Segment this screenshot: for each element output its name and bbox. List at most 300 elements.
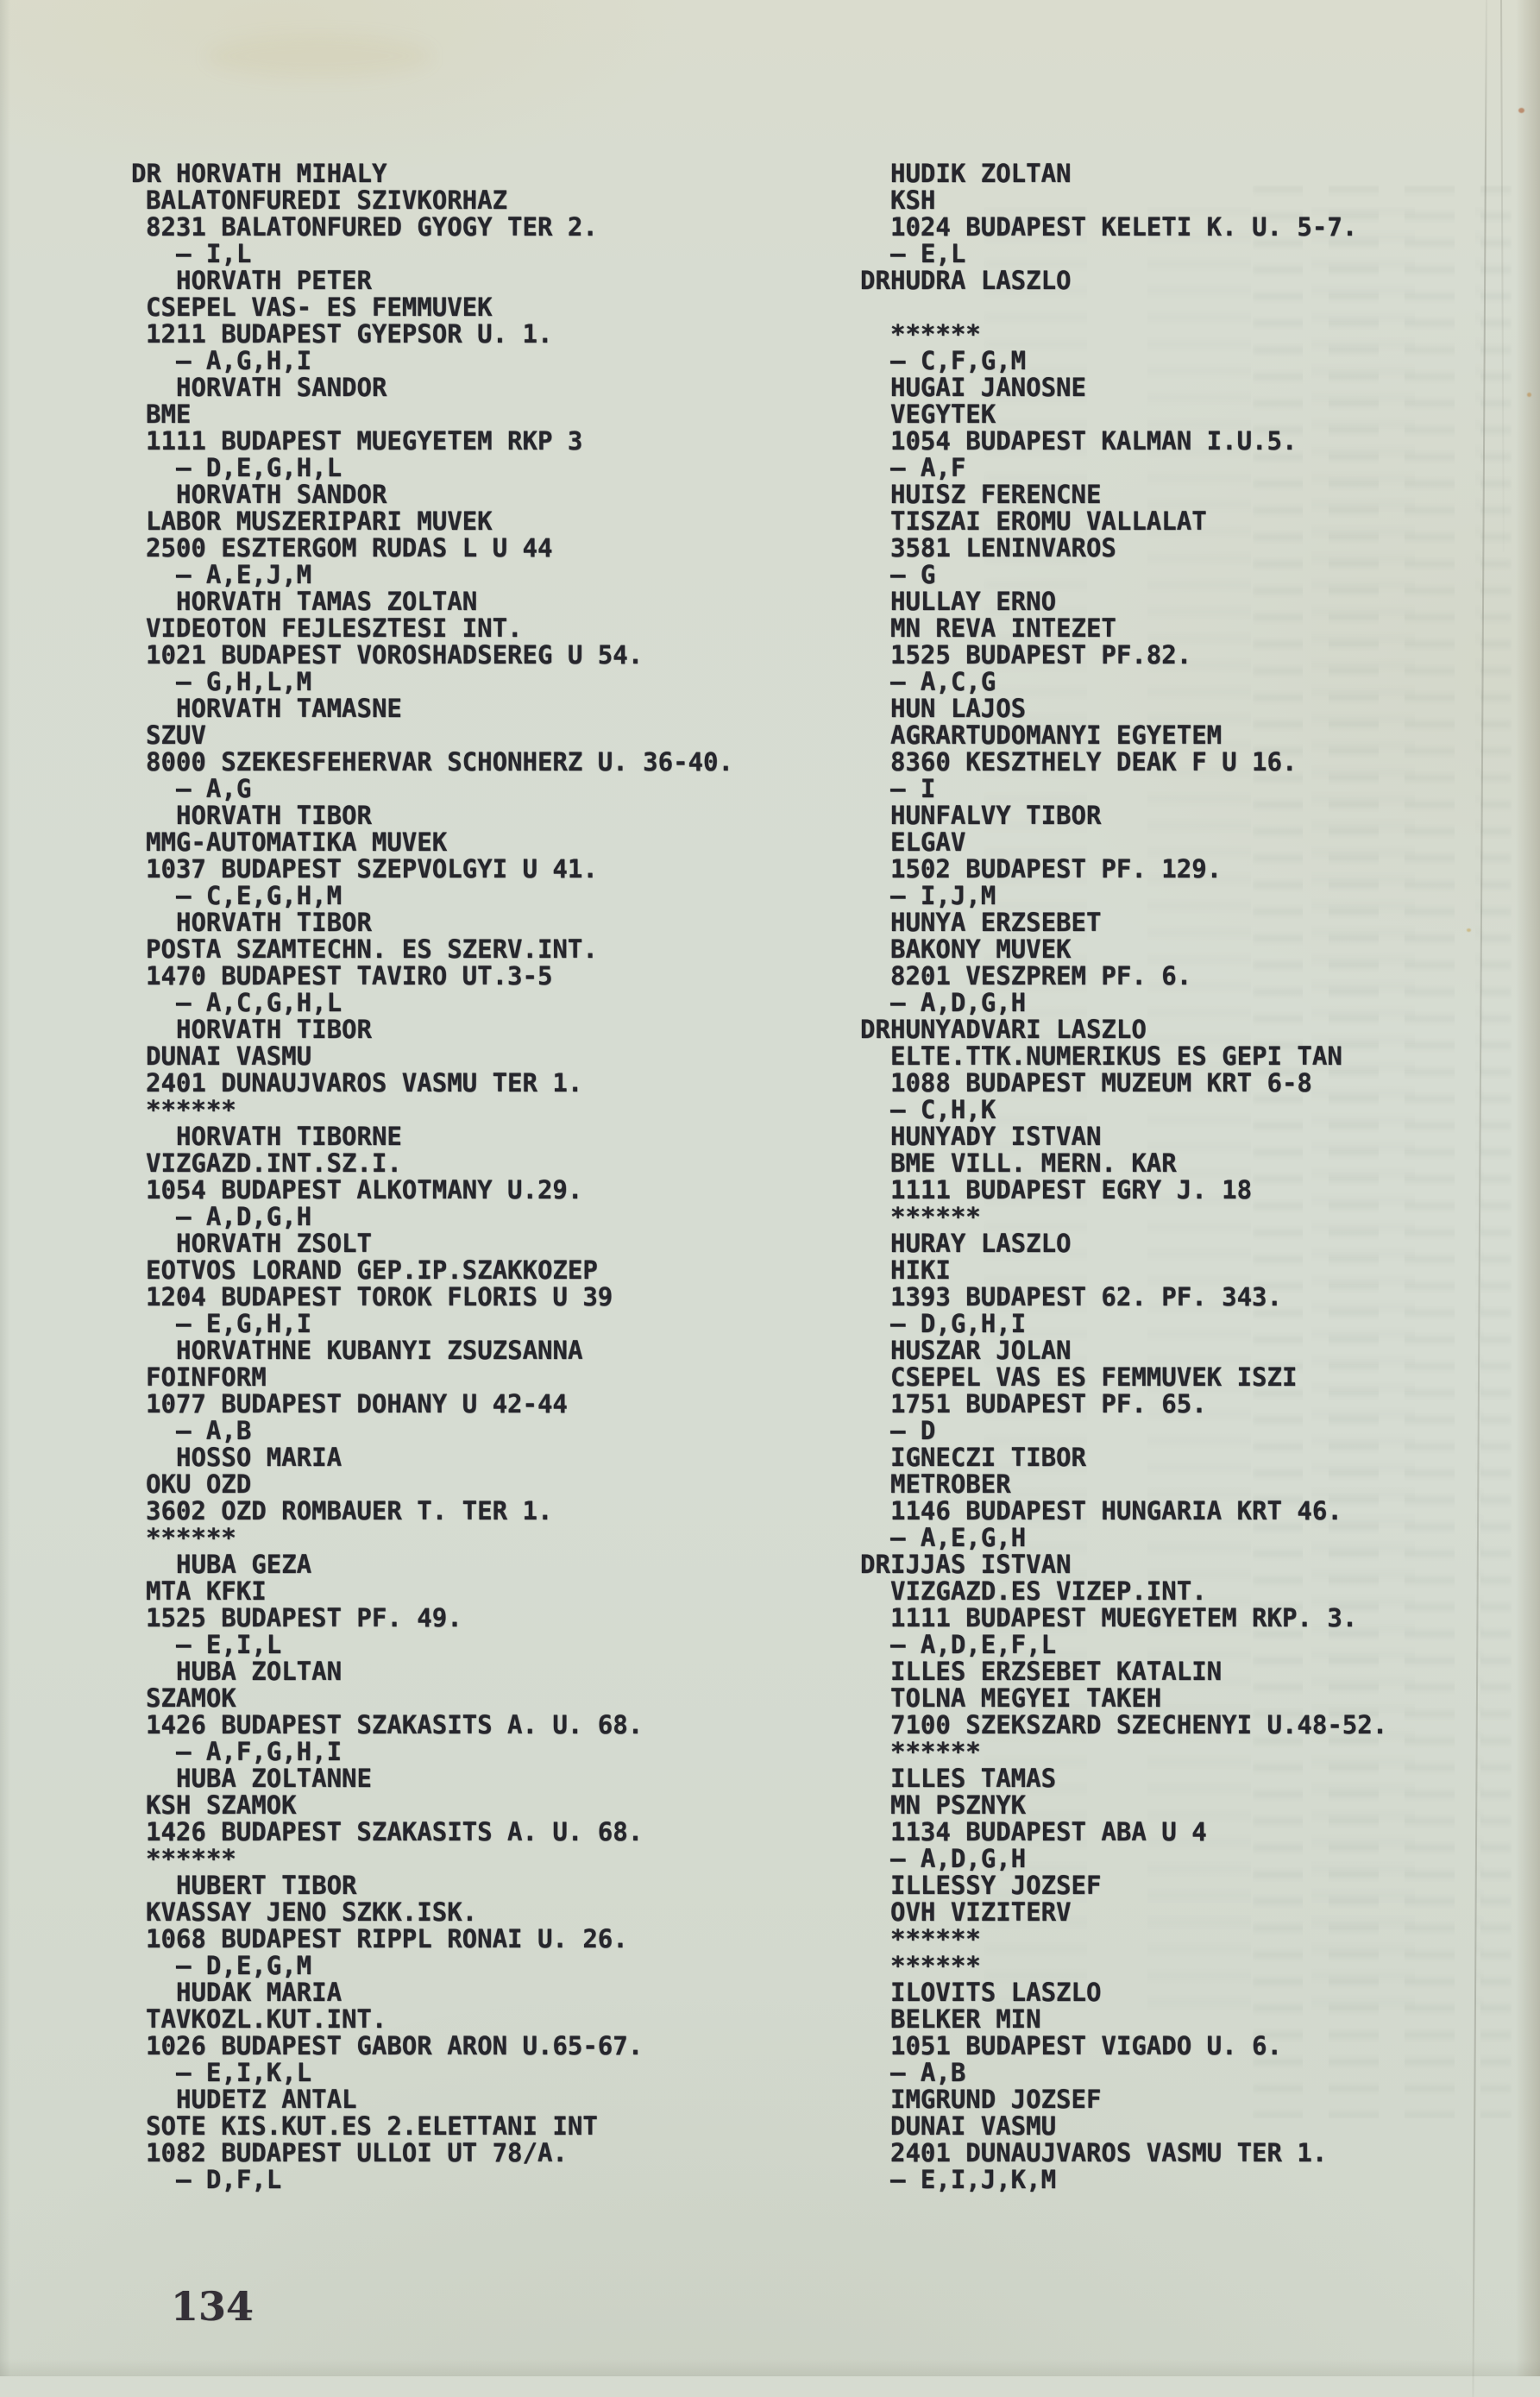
address-line: [131, 2140, 733, 2167]
person-name-line: [131, 1230, 733, 1257]
line-text: – I: [890, 774, 936, 803]
person-name-line: [131, 1444, 733, 1471]
line-text: HUDRA LASZLO: [890, 266, 1072, 295]
address-line: [131, 1177, 733, 1204]
category-codes-line: [131, 348, 733, 374]
person-name-line: [131, 1872, 733, 1899]
address-line: [860, 214, 1387, 241]
line-text: ******: [890, 1202, 981, 1231]
line-text: – D: [890, 1416, 936, 1445]
line-text: 1026 BUDAPEST GABOR ARON U.65-67.: [146, 2031, 644, 2060]
dr-title-prefix: DR: [860, 1015, 890, 1044]
category-codes-line: [860, 2060, 1387, 2086]
line-text: – A,B: [176, 1416, 252, 1445]
person-name-line: [860, 481, 1387, 508]
line-text: HUBA GEZA: [176, 1550, 312, 1579]
address-line: [860, 2140, 1387, 2167]
category-codes-line: [131, 241, 733, 267]
address-line: [131, 1070, 733, 1097]
dr-title-prefix: DR: [860, 1550, 890, 1579]
line-text: HUNYADVARI LASZLO: [890, 1015, 1147, 1044]
line-text: 8201 VESZPREM PF. 6.: [890, 961, 1192, 991]
line-text: ******: [146, 1844, 236, 1873]
line-text: 3602 OZD ROMBAUER T. TER 1.: [146, 1496, 553, 1526]
category-codes-line: [860, 562, 1387, 588]
line-text: ILLES TAMAS: [890, 1764, 1057, 1793]
line-text: – C,E,G,H,M: [176, 881, 343, 910]
organization-line: [860, 2006, 1387, 2033]
person-name-line: [860, 160, 1387, 187]
category-codes-line: [131, 2060, 733, 2086]
category-codes-line: [131, 990, 733, 1016]
organization-line: [860, 508, 1387, 535]
line-text: 8000 SZEKESFEHERVAR SCHONHERZ U. 36-40.: [146, 747, 733, 777]
address-line: [131, 1712, 733, 1739]
line-text: HORVATH PETER: [176, 266, 372, 295]
person-name-line: [131, 160, 733, 187]
page-edge-shadow: [1516, 0, 1540, 2376]
category-codes-line: [860, 1418, 1387, 1444]
organization-line: [131, 401, 733, 428]
organization-line: [131, 1257, 733, 1284]
line-text: – D,G,H,I: [890, 1309, 1027, 1338]
dr-title-prefix: DR: [131, 159, 161, 188]
line-text: ILLESSY JOZSEF: [890, 1871, 1102, 1900]
line-text: HORVATHNE KUBANYI ZSUZSANNA: [176, 1336, 583, 1365]
line-text: HORVATH MIHALY: [176, 159, 387, 188]
line-text: MN REVA INTEZET: [890, 613, 1116, 643]
category-codes-line: [131, 2167, 733, 2193]
line-text: BME: [146, 400, 192, 429]
address-line: [860, 1177, 1387, 1204]
organization-line: [131, 1043, 733, 1070]
entry-separator: [860, 1953, 1387, 1979]
line-text: HORVATH TAMAS ZOLTAN: [176, 587, 478, 616]
organization-line: [860, 1257, 1387, 1284]
line-text: 2401 DUNAUJVAROS VASMU TER 1.: [890, 2138, 1328, 2167]
person-name-line: [860, 1979, 1387, 2006]
person-name-line: [131, 2086, 733, 2113]
line-text: VIDEOTON FEJLESZTESI INT.: [146, 613, 523, 643]
organization-line: [860, 615, 1387, 642]
line-text: BME VILL. MERN. KAR: [890, 1148, 1177, 1178]
line-text: – A,G,H,I: [176, 346, 312, 375]
category-codes-line: [860, 241, 1387, 267]
line-text: 1111 BUDAPEST EGRY J. 18: [890, 1175, 1253, 1205]
person-name-line: [131, 588, 733, 615]
organization-line: [131, 1150, 733, 1177]
organization-line: [131, 294, 733, 321]
address-line: [131, 856, 733, 883]
line-text: BELKER MIN: [890, 2004, 1041, 2034]
line-text: – E,I,K,L: [176, 2058, 312, 2087]
entry-separator: [131, 1846, 733, 1872]
paper-stain: [207, 35, 431, 78]
blank-line: [860, 294, 1387, 321]
paper-speck: [1527, 393, 1531, 397]
line-text: TAVKOZL.KUT.INT.: [146, 2004, 387, 2034]
line-text: 1054 BUDAPEST ALKOTMANY U.29.: [146, 1175, 583, 1205]
address-line: [131, 1284, 733, 1311]
organization-line: [131, 1899, 733, 1926]
entry-separator: [860, 321, 1387, 348]
address-line: [131, 1926, 733, 1953]
line-text: 2500 ESZTERGOM RUDAS L U 44: [146, 533, 553, 563]
line-text: – A,C,G,H,L: [176, 988, 343, 1017]
line-text: POSTA SZAMTECHN. ES SZERV.INT.: [146, 934, 598, 964]
line-text: 1751 BUDAPEST PF. 65.: [890, 1389, 1207, 1419]
line-text: 3581 LENINVAROS: [890, 533, 1116, 563]
line-text: – A,E,G,H: [890, 1523, 1027, 1552]
category-codes-line: [860, 669, 1387, 695]
address-line: [131, 1605, 733, 1632]
paper-speck: [1518, 108, 1524, 113]
line-text: HUNYA ERZSEBET: [890, 908, 1102, 937]
line-text: HORVATH TIBORNE: [176, 1122, 402, 1151]
line-text: 1426 BUDAPEST SZAKASITS A. U. 68.: [146, 1817, 644, 1847]
address-line: [860, 535, 1387, 562]
line-text: DUNAI VASMU: [146, 1041, 312, 1071]
category-codes-line: [131, 669, 733, 695]
organization-line: [860, 1150, 1387, 1177]
person-name-line: [131, 1016, 733, 1043]
person-name-line: [131, 481, 733, 508]
category-codes-line: [860, 1311, 1387, 1337]
line-text: HURAY LASZLO: [890, 1229, 1072, 1258]
line-text: 1146 BUDAPEST HUNGARIA KRT 46.: [890, 1496, 1342, 1526]
category-codes-line: [860, 1097, 1387, 1123]
person-name-line: [860, 1551, 1387, 1578]
line-text: CSEPEL VAS- ES FEMMUVEK: [146, 293, 493, 322]
line-text: 7100 SZEKSZARD SZECHENYI U.48-52.: [890, 1710, 1388, 1740]
line-text: HUISZ FERENCNE: [890, 480, 1102, 509]
line-text: HOSSO MARIA: [176, 1443, 343, 1472]
organization-line: [131, 829, 733, 856]
line-text: HUDETZ ANTAL: [176, 2085, 357, 2114]
line-text: 1021 BUDAPEST VOROSHADSEREG U 54.: [146, 640, 644, 670]
organization-line: [860, 1364, 1387, 1391]
organization-line: [860, 2113, 1387, 2140]
line-text: VIZGAZD.INT.SZ.I.: [146, 1148, 402, 1178]
line-text: EOTVOS LORAND GEP.IP.SZAKKOZEP: [146, 1255, 598, 1285]
line-text: TISZAI EROMU VALLALAT: [890, 506, 1207, 536]
line-text: LABOR MUSZERIPARI MUVEK: [146, 506, 493, 536]
line-text: – A,D,G,H: [890, 988, 1027, 1017]
organization-line: [860, 1685, 1387, 1712]
person-name-line: [131, 1551, 733, 1578]
line-text: HORVATH SANDOR: [176, 480, 387, 509]
line-text: ******: [890, 1924, 981, 1953]
line-text: HORVATH TIBOR: [176, 908, 372, 937]
address-line: [860, 749, 1387, 776]
line-text: HUBERT TIBOR: [176, 1871, 357, 1900]
dr-title-prefix: DR: [860, 266, 890, 295]
line-text: AGRARTUDOMANYI EGYETEM: [890, 720, 1223, 750]
line-text: ******: [890, 1951, 981, 1980]
person-name-line: [131, 1658, 733, 1685]
line-text: 1088 BUDAPEST MUZEUM KRT 6-8: [890, 1068, 1312, 1098]
entry-separator: [860, 1926, 1387, 1953]
address-line: [860, 1070, 1387, 1097]
organization-line: [131, 1792, 733, 1819]
address-line: [860, 963, 1387, 990]
category-codes-line: [131, 1739, 733, 1765]
address-line: [860, 428, 1387, 455]
organization-line: [860, 1792, 1387, 1819]
line-text: – A,G: [176, 774, 252, 803]
paper-crease: [1500, 0, 1505, 552]
line-text: HUNFALVY TIBOR: [890, 801, 1102, 830]
line-text: HORVATH TIBOR: [176, 1015, 372, 1044]
line-text: DUNAI VASMU: [890, 2111, 1057, 2141]
line-text: – E,I,J,K,M: [890, 2165, 1057, 2194]
line-text: HORVATH ZSOLT: [176, 1229, 372, 1258]
line-text: IJJAS ISTVAN: [890, 1550, 1072, 1579]
line-text: ILLES ERZSEBET KATALIN: [890, 1657, 1223, 1686]
entry-separator: [860, 1204, 1387, 1230]
organization-line: [131, 936, 733, 963]
line-text: – A,D,G,H: [890, 1844, 1027, 1873]
line-text: KSH: [890, 186, 936, 215]
address-line: [860, 1498, 1387, 1525]
category-codes-line: [860, 1525, 1387, 1551]
person-name-line: [131, 1765, 733, 1792]
address-line: [860, 1284, 1387, 1311]
category-codes-line: [860, 1846, 1387, 1872]
line-text: METROBER: [890, 1469, 1011, 1499]
person-name-line: [860, 1337, 1387, 1364]
line-text: – A,F: [890, 453, 966, 482]
address-line: [131, 214, 733, 241]
organization-line: [131, 1685, 733, 1712]
address-line: [860, 1391, 1387, 1418]
category-codes-line: [131, 1632, 733, 1658]
person-name-line: [131, 695, 733, 722]
person-name-line: [860, 1765, 1387, 1792]
line-text: ELGAV: [890, 827, 966, 857]
line-text: 1111 BUDAPEST MUEGYETEM RKP 3: [146, 426, 583, 456]
address-line: [860, 1605, 1387, 1632]
line-text: CSEPEL VAS ES FEMMUVEK ISZI: [890, 1362, 1298, 1392]
line-text: BAKONY MUVEK: [890, 934, 1072, 964]
address-line: [131, 1819, 733, 1846]
line-text: HUN LAJOS: [890, 694, 1027, 723]
person-name-line: [131, 1979, 733, 2006]
category-codes-line: [860, 776, 1387, 802]
paper-speck: [1467, 928, 1471, 932]
person-name-line: [860, 909, 1387, 936]
category-codes-line: [131, 562, 733, 588]
line-text: 8360 KESZTHELY DEAK F U 16.: [890, 747, 1298, 777]
category-codes-line: [131, 1204, 733, 1230]
line-text: – A,C,G: [890, 667, 996, 696]
line-text: – E,G,H,I: [176, 1309, 312, 1338]
line-text: 1051 BUDAPEST VIGADO U. 6.: [890, 2031, 1282, 2060]
line-text: BALATONFUREDI SZIVKORHAZ: [146, 186, 508, 215]
line-text: – E,L: [890, 239, 966, 268]
person-name-line: [860, 1444, 1387, 1471]
category-codes-line: [131, 776, 733, 802]
line-text: SOTE KIS.KUT.ES 2.ELETTANI INT: [146, 2111, 598, 2141]
line-text: 1393 BUDAPEST 62. PF. 343.: [890, 1282, 1282, 1312]
line-text: IMGRUND JOZSEF: [890, 2085, 1102, 2114]
person-name-line: [860, 1123, 1387, 1150]
line-text: HORVATH TAMASNE: [176, 694, 402, 723]
line-text: HIKI: [890, 1255, 951, 1285]
category-codes-line: [860, 1632, 1387, 1658]
address-line: [860, 1712, 1387, 1739]
category-codes-line: [860, 348, 1387, 374]
page-edge-shadow: [0, 0, 10, 2376]
organization-line: [860, 1899, 1387, 1926]
line-text: – I,J,M: [890, 881, 996, 910]
line-text: 1525 BUDAPEST PF.82.: [890, 640, 1192, 670]
person-name-line: [860, 1016, 1387, 1043]
line-text: – D,E,G,M: [176, 1951, 312, 1980]
organization-line: [131, 187, 733, 214]
line-text: HUGAI JANOSNE: [890, 373, 1086, 402]
page-number: 134: [171, 2283, 255, 2330]
person-name-line: [860, 1658, 1387, 1685]
address-line: [860, 1819, 1387, 1846]
organization-line: [860, 1043, 1387, 1070]
line-text: MTA KFKI: [146, 1576, 267, 1606]
line-text: – A,B: [890, 2058, 966, 2087]
line-text: 1426 BUDAPEST SZAKASITS A. U. 68.: [146, 1710, 644, 1740]
line-text: HUNYADY ISTVAN: [890, 1122, 1102, 1151]
address-line: [131, 535, 733, 562]
person-name-line: [131, 374, 733, 401]
organization-line: [860, 722, 1387, 749]
line-text: KVASSAY JENO SZKK.ISK.: [146, 1897, 478, 1927]
line-text: HUSZAR JOLAN: [890, 1336, 1072, 1365]
person-name-line: [860, 374, 1387, 401]
line-text: MMG-AUTOMATIKA MUVEK: [146, 827, 448, 857]
person-name-line: [131, 1337, 733, 1364]
category-codes-line: [860, 455, 1387, 481]
line-text: ******: [890, 319, 981, 349]
line-text: – A,D,E,F,L: [890, 1630, 1057, 1659]
address-line: [131, 642, 733, 669]
line-text: 1111 BUDAPEST MUEGYETEM RKP. 3.: [890, 1603, 1358, 1633]
organization-line: [131, 1364, 733, 1391]
address-line: [131, 749, 733, 776]
organization-line: [131, 615, 733, 642]
organization-line: [131, 1471, 733, 1498]
line-text: 1068 BUDAPEST RIPPL RONAI U. 26.: [146, 1924, 628, 1953]
address-line: [860, 856, 1387, 883]
person-name-line: [131, 267, 733, 294]
line-text: 1037 BUDAPEST SZEPVOLGYI U 41.: [146, 854, 598, 884]
address-line: [131, 1498, 733, 1525]
person-name-line: [860, 802, 1387, 829]
line-text: – I,L: [176, 239, 252, 268]
line-text: ******: [146, 1095, 236, 1124]
line-text: – A,E,J,M: [176, 560, 312, 589]
address-line: [860, 2033, 1387, 2060]
organization-line: [860, 1471, 1387, 1498]
category-codes-line: [860, 883, 1387, 909]
line-text: 1082 BUDAPEST ULLOI UT 78/A.: [146, 2138, 568, 2167]
line-text: 1502 BUDAPEST PF. 129.: [890, 854, 1223, 884]
line-text: FOINFORM: [146, 1362, 267, 1392]
line-text: 1077 BUDAPEST DOHANY U 42-44: [146, 1389, 568, 1419]
line-text: – E,I,L: [176, 1630, 282, 1659]
person-name-line: [860, 1230, 1387, 1257]
person-name-line: [860, 2086, 1387, 2113]
directory-column-left: [131, 160, 733, 2193]
line-text: HORVATH TIBOR: [176, 801, 372, 830]
line-text: 1054 BUDAPEST KALMAN I.U.5.: [890, 426, 1298, 456]
person-name-line: [860, 695, 1387, 722]
line-text: ******: [146, 1523, 236, 1552]
line-text: 1211 BUDAPEST GYEPSOR U. 1.: [146, 319, 553, 349]
organization-line: [860, 1578, 1387, 1605]
page-edge-shadow: [0, 2359, 1540, 2376]
entry-separator: [131, 1097, 733, 1123]
organization-line: [860, 401, 1387, 428]
category-codes-line: [131, 1418, 733, 1444]
line-text: IGNECZI TIBOR: [890, 1443, 1086, 1472]
line-text: 1470 BUDAPEST TAVIRO UT.3-5: [146, 961, 553, 991]
entry-separator: [860, 1739, 1387, 1765]
line-text: HULLAY ERNO: [890, 587, 1057, 616]
line-text: TOLNA MEGYEI TAKEH: [890, 1683, 1162, 1713]
line-text: ILOVITS LASZLO: [890, 1978, 1102, 2007]
line-text: – C,F,G,M: [890, 346, 1027, 375]
organization-line: [860, 936, 1387, 963]
address-line: [131, 428, 733, 455]
line-text: HUBA ZOLTANNE: [176, 1764, 372, 1793]
organization-line: [131, 1578, 733, 1605]
person-name-line: [131, 1123, 733, 1150]
person-name-line: [131, 909, 733, 936]
line-text: HORVATH SANDOR: [176, 373, 387, 402]
line-text: ELTE.TTK.NUMERIKUS ES GEPI TAN: [890, 1041, 1342, 1071]
line-text: OKU OZD: [146, 1469, 252, 1499]
line-text: MN PSZNYK: [890, 1790, 1027, 1820]
person-name-line: [860, 1872, 1387, 1899]
address-line: [131, 963, 733, 990]
line-text: – G: [890, 560, 936, 589]
category-codes-line: [131, 1953, 733, 1979]
line-text: 1134 BUDAPEST ABA U 4: [890, 1817, 1207, 1847]
line-text: VEGYTEK: [890, 400, 996, 429]
entry-separator: [131, 1525, 733, 1551]
organization-line: [131, 2006, 733, 2033]
category-codes-line: [131, 883, 733, 909]
line-text: ******: [890, 1737, 981, 1766]
category-codes-line: [131, 455, 733, 481]
person-name-line: [131, 802, 733, 829]
line-text: 2401 DUNAUJVAROS VASMU TER 1.: [146, 1068, 583, 1098]
line-text: 1204 BUDAPEST TOROK FLORIS U 39: [146, 1282, 613, 1312]
line-text: HUDAK MARIA: [176, 1978, 343, 2007]
category-codes-line: [860, 990, 1387, 1016]
person-name-line: [860, 267, 1387, 294]
line-text: – A,F,G,H,I: [176, 1737, 343, 1766]
category-codes-line: [860, 2167, 1387, 2193]
address-line: [131, 321, 733, 348]
line-text: – A,D,G,H: [176, 1202, 312, 1231]
person-name-line: [860, 588, 1387, 615]
line-text: SZUV: [146, 720, 206, 750]
organization-line: [131, 2113, 733, 2140]
organization-line: [131, 722, 733, 749]
organization-line: [131, 508, 733, 535]
address-line: [131, 1391, 733, 1418]
organization-line: [860, 829, 1387, 856]
